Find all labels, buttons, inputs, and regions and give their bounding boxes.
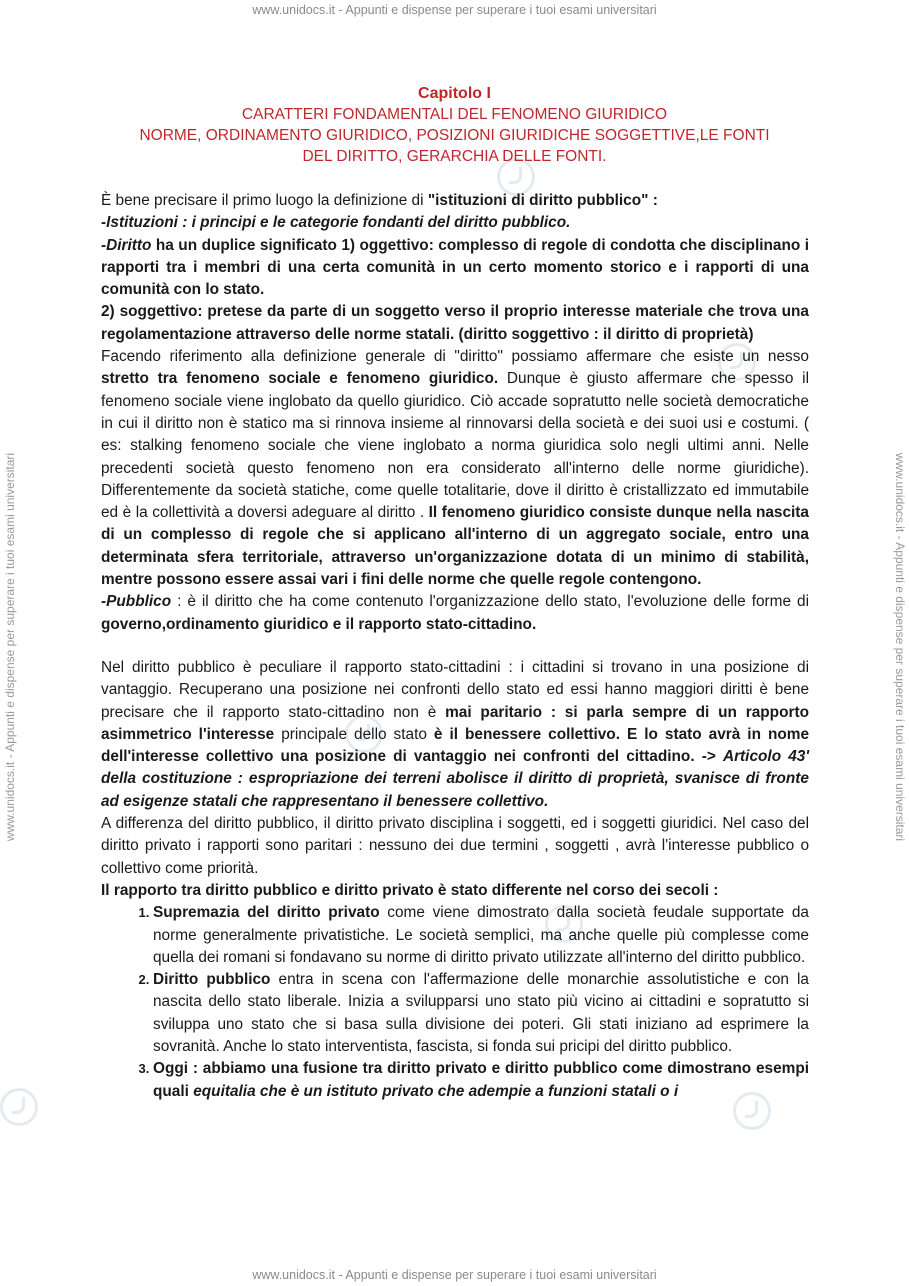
paragraph-diritto-privato: A differenza del diritto pubblico, il diritto privato disciplina i soggetti, ed i soggetti giuridici. Nel caso del diritto privato i rapporti sono paritari : nessuno dei due termini , soggetti , avrà l'interesse pubblico o collettivo come priorità. — [101, 815, 809, 877]
paragraph-intro: È bene precisare il primo luogo la definizione di "istituzioni di diritto pubblico" : — [101, 192, 658, 209]
watermark-top: www.unidocs.it - Appunti e dispense per superare i tuoi esami universitari — [252, 3, 657, 17]
paragraph-rapporto-stato: Nel diritto pubblico è peculiare il rapporto stato-cittadini : i cittadini si trovano in una posizione di vantaggio. Recuperano una posizione nei confronti dello stato ed essi hanno maggiori diritti è bene precisare che il rapporto stato-cittadino non è mai paritario : si parla sempre di un rapporto asimmetrico l'interesse principale dello stato è il benessere collettivo. E lo stato avrà in nome dell'interesse collettivo una posizione di vantaggio nei confronti del cittadino. -> Articolo 43' della costituzione : espropriazione dei terreni abolisce il diritto di proprietà, svanisce di fronte ad esigenze statali che rappresentano il benessere collettivo. — [101, 658, 810, 810]
paragraph-diritto: -Diritto ha un duplice significato 1) oggettivo: complesso di regole di condotta che disciplinano i rapporti tra i membri di una certa comunità in un certo momento storico e i rapporti di una comunità con lo stato. — [101, 236, 809, 299]
chapter-title: CARATTERI FONDAMENTALI DEL FENOMENO GIURIDICO — [241, 106, 668, 123]
watermark-right: www.unidocs.it - Appunti e dispense per superare i tuoi esami universitari — [893, 452, 907, 842]
history-list — [101, 902, 809, 1103]
chapter-subtitle-line-1: NORME, ORDINAMENTO GIURIDICO, POSIZIONI GIURIDICHE SOGGETTIVE,LE FONTI — [139, 127, 770, 144]
paragraph-pubblico: -Pubblico : è il diritto che ha come contenuto l'organizzazione dello stato, l'evoluzione delle forme di governo,ordinamento giuridico e il rapporto stato-cittadino. — [101, 593, 809, 633]
list-item: 3. Oggi : abbiamo una fusione tra diritto privato e diritto pubblico come dimostrano esempi quali equitalia che è un istituto privato che adempie a funzioni statali o i — [153, 1058, 809, 1103]
chapter-number: Capitolo I — [418, 85, 491, 102]
paragraph-soggettivo: 2) soggettivo: pretese da parte di un soggetto verso il proprio interesse materiale che trova una regolamentazione attraverso delle norme statali. (diritto soggettivo : il diritto di proprietà) — [101, 303, 809, 343]
watermark-bottom: www.unidocs.it - Appunti e dispense per superare i tuoi esami universitari — [252, 1268, 657, 1282]
paragraph-istituzioni: -Istituzioni : i principi e le categorie fondanti del diritto pubblico. — [101, 214, 571, 232]
document-body — [101, 190, 809, 1103]
paragraph-fenomeno: Facendo riferimento alla definizione generale di "diritto" possiamo affermare che esiste un nesso stretto tra fenomeno sociale e fenomeno giuridico. Dunque è giusto affermare che spesso il fenomeno sociale viene inglobato da quello giuridico. Ciò accade sopratutto nelle società democratiche in cui il diritto non è statico ma si rinnova insieme al rinnovarsi della società e dei suoi usi e costumi. ( es: stalking fenomeno sociale che viene inglobato a norma giuridica solo negli ultimi anni. Nelle precedenti società questo fenomeno non era considerato all'interno delle norme giuridiche). Differentemente da società statiche, come quelle totalitarie, dove il diritto è cristallizzato ed immutabile ed è la collettività a doversi adeguare al diritto . Il fenomeno giuridico consiste dunque nella nascita di un complesso di regole che si applicano all'interno di un aggregato sociale, entro una determinata sfera territoriale, attraverso un'organizzazione dotata di un minimo di stabilità, mentre possono essere assai vari i fini delle norme che quelle regole contengono. — [101, 348, 809, 589]
chapter-subtitle-line-2: DEL DIRITTO, GERARCHIA DELLE FONTI. — [302, 148, 607, 165]
chapter-heading — [0, 83, 909, 167]
list-item: 1. Supremazia del diritto privato come viene dimostrato dalla società feudale supportate da norme generalmente privatistiche. Le società semplici, ma anche quelle più complesse come quella dei romani si fondavano su norme di diritto privato utilizzate all'interno del diritto pubblico. — [153, 902, 809, 969]
paragraph-rapporto-secoli: Il rapporto tra diritto pubblico e diritto privato è stato differente nel corso dei secoli : — [101, 881, 719, 899]
unidocs-logo-icon — [0, 1088, 38, 1126]
list-item: 2. Diritto pubblico entra in scena con l'affermazione delle monarchie assolutistiche e con la nascita dello stato liberale. Inizia a svilupparsi uno stato più vicino ai cittadini e sopratutto si sviluppa uno stato che si basa sulla divisione dei poteri. Gli stati iniziano ad esprimere la sovranità. Anche lo stato interventista, fascista, si fonda sui pricipi del diritto pubblico. — [153, 969, 809, 1058]
watermark-left: www.unidocs.it - Appunti e dispense per superare i tuoi esami universitari — [3, 452, 17, 842]
